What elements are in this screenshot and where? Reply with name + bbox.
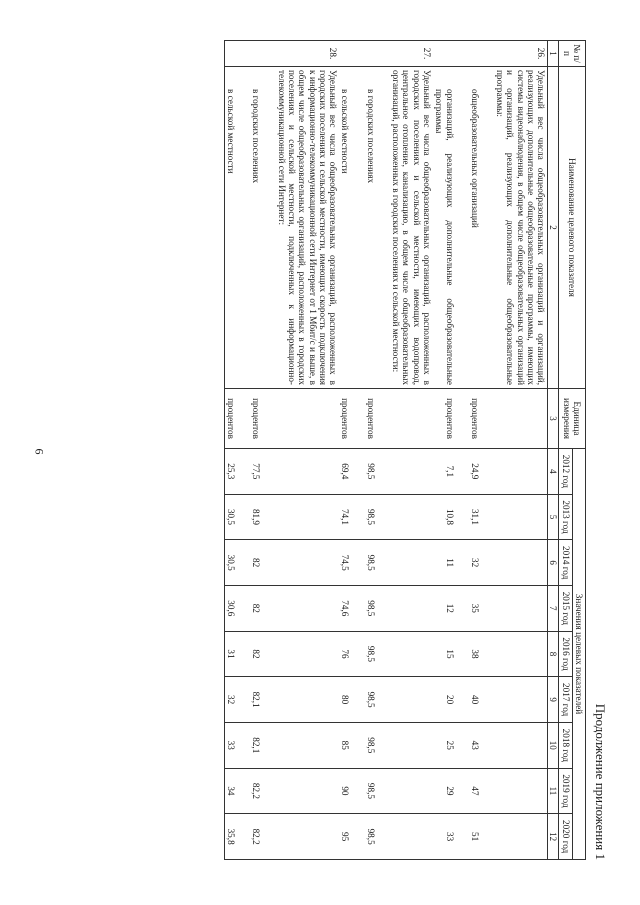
value-cell: 24,9 [469,449,494,495]
value-cell: 33 [433,814,469,860]
indicator-name: в городских поселениях [250,67,275,389]
value-cell: 82 [250,585,275,631]
row-number [433,41,469,67]
value-cell: 38 [469,631,494,677]
value-cell [494,585,548,631]
row-number [469,41,494,67]
header-year: 2019 год [559,768,572,814]
table-row [433,41,469,860]
value-cell: 35,8 [224,814,250,860]
header-unit: Единица измерения [559,389,586,449]
row-number: 27. [390,41,433,67]
value-cell [275,768,339,814]
unit-cell: процентов [339,389,364,449]
row-number [224,41,250,67]
value-cell: 20 [433,677,469,723]
unit-cell: процентов [433,389,469,449]
header-name: Наименование целевого показателя [559,67,586,389]
column-number: 1 [548,41,559,67]
header-year: 2013 год [559,494,572,540]
header-year: 2012 год [559,449,572,495]
column-number: 3 [548,389,559,449]
appendix-caption: Продолжение приложения 1 [593,703,608,860]
unit-cell: процентов [224,389,250,449]
value-cell [275,814,339,860]
unit-cell: процентов [364,389,389,449]
table-row [364,41,389,860]
header-num: № п/п [559,41,586,67]
value-cell [275,585,339,631]
value-cell: 30,5 [224,494,250,540]
unit-cell [275,389,339,449]
column-number: 7 [548,585,559,631]
value-cell [494,494,548,540]
indicator-name: Удельный вес числа общеобразовательных организаций, расположенных в городских поселениях и сельской местности, имеющих водопровод, центральное отопление, канализацию, в общем числе общеобразовательных организаций, расположенных в городских поселениях и сельской местности: [390,67,433,389]
value-cell [390,722,433,768]
target-indicators-table [224,40,586,860]
value-cell: 69,4 [339,449,364,495]
value-cell: 12 [433,585,469,631]
unit-cell: процентов [469,389,494,449]
value-cell [275,540,339,586]
value-cell: 98,5 [364,494,389,540]
value-cell [390,494,433,540]
value-cell: 30,5 [224,540,250,586]
value-cell [494,540,548,586]
value-cell: 98,5 [364,814,389,860]
value-cell: 29 [433,768,469,814]
value-cell: 43 [469,722,494,768]
header-year: 2016 год [559,631,572,677]
table-row [275,41,339,860]
value-cell: 76 [339,631,364,677]
value-cell: 15 [433,631,469,677]
indicator-name: в городских поселениях [364,67,389,389]
value-cell: 25 [433,722,469,768]
value-cell: 74,1 [339,494,364,540]
column-number: 10 [548,722,559,768]
value-cell [494,449,548,495]
value-cell: 33 [224,722,250,768]
value-cell [275,631,339,677]
value-cell: 32 [469,540,494,586]
row-number [250,41,275,67]
table-row [469,41,494,860]
header-year: 2014 год [559,540,572,586]
header-year: 2018 год [559,722,572,768]
value-cell: 98,5 [364,540,389,586]
header-year: 2020 год [559,814,572,860]
indicator-name: в сельской местности [224,67,250,389]
value-cell: 34 [224,768,250,814]
value-cell: 74,6 [339,585,364,631]
value-cell: 98,5 [364,449,389,495]
value-cell: 82,2 [250,814,275,860]
value-cell: 31 [224,631,250,677]
value-cell: 77,5 [250,449,275,495]
table-row [224,41,250,860]
rotated-page-content [8,40,608,860]
value-cell: 10,8 [433,494,469,540]
value-cell [390,540,433,586]
value-cell: 51 [469,814,494,860]
value-cell [275,449,339,495]
value-cell [275,494,339,540]
column-number: 4 [548,449,559,495]
column-numbers-row [548,41,559,860]
value-cell [494,677,548,723]
value-cell: 90 [339,768,364,814]
column-number: 12 [548,814,559,860]
column-number: 8 [548,631,559,677]
value-cell [494,814,548,860]
table-body [224,41,548,860]
value-cell: 95 [339,814,364,860]
value-cell: 25,3 [224,449,250,495]
indicator-name: организаций, реализующих дополнительные общеобразовательные программы [433,67,469,389]
row-number [339,41,364,67]
row-number: 26. [494,41,548,67]
value-cell: 98,5 [364,722,389,768]
value-cell: 30,6 [224,585,250,631]
value-cell: 81,9 [250,494,275,540]
indicator-name: в сельской местности [339,67,364,389]
unit-cell [494,389,548,449]
page-number: 6 [32,448,47,455]
value-cell: 31,1 [469,494,494,540]
value-cell: 82 [250,540,275,586]
indicator-name: Удельный вес числа общеобразовательных организаций, расположенных в городских поселениях и сельской местности, имеющих скорость подключения к информационно-телекоммуникационной сети Интернет от 1 Мбит/с и выше, в общем числе общеобразовательных организаций, расположенных в городских поселениях и сельской местности, подключенных к информационно-телекоммуникационной сети Интернет: [275,67,339,389]
header-year: 2015 год [559,585,572,631]
value-cell: 82,2 [250,768,275,814]
value-cell [390,768,433,814]
value-cell: 85 [339,722,364,768]
column-number: 5 [548,494,559,540]
value-cell: 82,1 [250,677,275,723]
table-row [250,41,275,860]
value-cell: 74,5 [339,540,364,586]
table-row [339,41,364,860]
column-number: 6 [548,540,559,586]
value-cell: 98,5 [364,768,389,814]
value-cell [494,768,548,814]
row-number [364,41,389,67]
unit-cell: процентов [250,389,275,449]
value-cell: 82 [250,631,275,677]
value-cell [390,677,433,723]
value-cell [494,631,548,677]
column-number: 9 [548,677,559,723]
value-cell [390,814,433,860]
value-cell [275,677,339,723]
value-cell: 47 [469,768,494,814]
column-number: 2 [548,67,559,389]
header-row [572,41,585,860]
header-values-group: Значения целевых показателей [572,449,585,860]
header-year: 2017 год [559,677,572,723]
value-cell: 32 [224,677,250,723]
indicator-name: Удельный вес числа общеобразовательных организаций и организаций, реализующих дополнительные общеобразовательные программы, имеющих системы видеонаблюдения, в общем числе общеобразовательных организаций и организаций, реализующих дополнительные общеобразовательные программы: [494,67,548,389]
value-cell [390,585,433,631]
value-cell: 35 [469,585,494,631]
value-cell: 40 [469,677,494,723]
table-row [494,41,548,860]
row-number: 28. [275,41,339,67]
value-cell [390,449,433,495]
value-cell: 82,1 [250,722,275,768]
value-cell [275,722,339,768]
column-number: 11 [548,768,559,814]
indicator-name: общеобразовательных организаций [469,67,494,389]
value-cell: 98,5 [364,631,389,677]
value-cell [390,631,433,677]
value-cell: 7,1 [433,449,469,495]
value-cell: 80 [339,677,364,723]
unit-cell [390,389,433,449]
table-row [390,41,433,860]
value-cell [494,722,548,768]
value-cell: 98,5 [364,585,389,631]
value-cell: 98,5 [364,677,389,723]
value-cell: 11 [433,540,469,586]
